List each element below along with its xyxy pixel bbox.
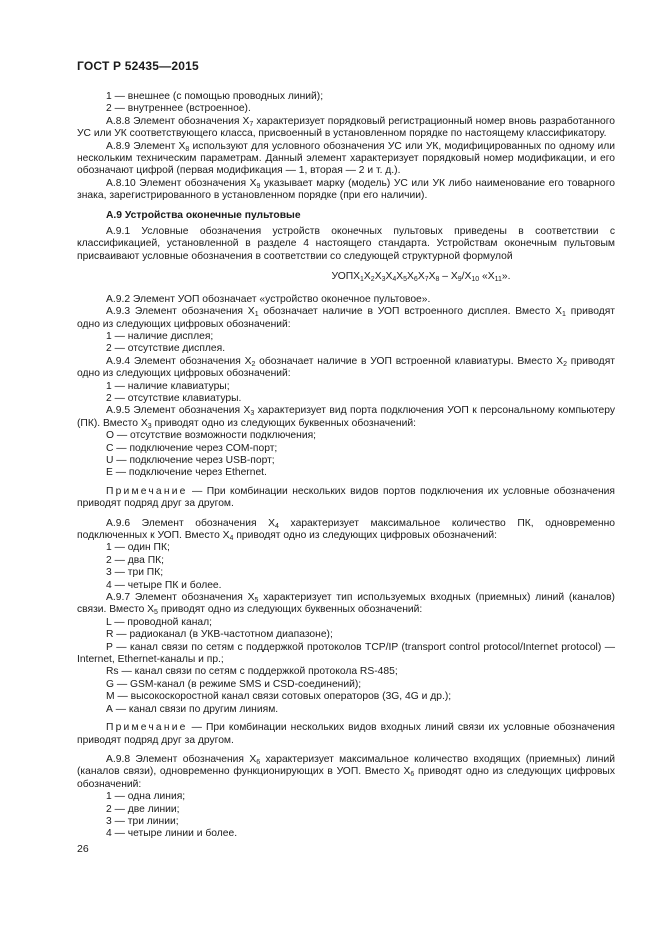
list-item: М — высокоскоростной канал связи сотовых операторов (3G, 4G и др.); xyxy=(106,691,452,703)
paragraph-a-8-9: А.8.9 Элемент $Х_8$ используют для условного обозначения УС или УК, модифицированных по одному или нескольким техническим параметрам. Данный элемент характеризует порядковый номер модификации, и его обозначают цифрой (первая модификация — 1, вторая — 2 и т. д.). xyxy=(77,140,615,177)
list-item: 4 — четыре ПК и более. xyxy=(106,579,222,591)
list-item: 1 — наличие клавиатуры; xyxy=(106,380,230,392)
list-item: Е — подключение через Ethernet. xyxy=(106,467,267,479)
section-heading-a-9: А.9 Устройства оконечные пультовые xyxy=(106,209,301,221)
paragraph-a-8-8: А.8.8 Элемент обозначения $Х_7$ характеризует порядковый регистрационный номер вновь разработанного УС или УК соответствующего класса, присвоенный в установленном порядке по настоящему классификатору. xyxy=(77,115,615,140)
paragraph-a-9-3: А.9.3 Элемент обозначения $Х_1$ обозначает наличие в УОП встроенного дисплея. Вместо $Х_1$ приводят одно из следующих цифровых обозначений: xyxy=(77,306,615,330)
list-item: 4 — четыре линии и более. xyxy=(106,828,238,840)
paragraph-a-9-6: А.9.6 Элемент обозначения $Х_4$ характеризует максимальное количество ПК, одновременно подключенных к УОП. Вместо $Х_4$ приводят одно из следующих цифровых обозначений: xyxy=(77,517,615,542)
list-item: 3 — три линии; xyxy=(106,815,179,827)
document-body xyxy=(77,91,615,841)
list-item: 3 — три ПК; xyxy=(106,567,164,579)
list-item: 1 — наличие дисплея; xyxy=(106,330,214,342)
paragraph-a-9-1: А.9.1 Условные обозначения устройств оконечных пультовых приведены в соответствии с классификацией, установленной в разделе 4 настоящего стандарта. Устройствам оконечным пультовым присваивают условные обозначения в соответствии со следующей структурной формулой xyxy=(77,226,615,262)
list-item: О — отсутствие возможности подключения; xyxy=(106,430,317,442)
list-item: 2 — отсутствие дисплея. xyxy=(106,343,226,355)
paragraph-a-9-8: А.9.8 Элемент обозначения $Х_6$ характеризует максимальное количество входящих (приемных) линий (каналов связи), одновременно функционирующих в УОП. Вместо $Х_6$ приводят одно из следующих цифровых обозначений: xyxy=(77,753,615,790)
list-item: 2 — внутреннее (встроенное). xyxy=(106,103,251,115)
list-item: G — GSM-канал (в режиме SMS и CSD-соединений); xyxy=(106,678,362,690)
page-number: 26 xyxy=(77,843,89,855)
list-item: 2 — отсутствие клавиатуры. xyxy=(106,392,242,404)
list-item: L — проводной канал; xyxy=(106,616,213,628)
list-item: 1 — один ПК; xyxy=(106,542,170,554)
list-item: 1 — внешнее (с помощью проводных линий); xyxy=(106,91,324,102)
list-item: С — подключение через СОМ-порт; xyxy=(106,442,278,454)
paragraph-a-9-7: А.9.7 Элемент обозначения $Х_5$ характеризует тип используемых входных (приемных) линий (каналов) связи. Вместо $Х_5$ приводят одно из следующих буквенных обозначений: xyxy=(77,592,615,617)
list-item: R — радиоканал (в УКВ-частотном диапазоне); xyxy=(106,629,333,641)
note-1: Примечание — При комбинации нескольких видов портов подключения их условные обозначения приводят подряд друг за другом. xyxy=(77,485,615,510)
paragraph-a-8-10: А.8.10 Элемент обозначения $Х_9$ указывает марку (модель) УС или УК либо наименование его товарного знака, зарегистрированного в установленном порядке (при его наличии). xyxy=(77,177,615,202)
list-item: Р — канал связи по сетям с поддержкой протоколов TCP/IP (transport control protocol/Internet protocol) — Internet, Ethernet-каналы и пр.; xyxy=(77,641,615,666)
list-item: 1 — одна линия; xyxy=(106,791,186,803)
paragraph-a-9-4: А.9.4 Элемент обозначения $Х_2$ обозначает наличие в УОП встроенной клавиатуры. Вместо $Х_2$ приводят одно из следующих цифровых обозначений: xyxy=(77,355,615,380)
paragraph-a-9-5: А.9.5 Элемент обозначения $Х_3$ характеризует вид порта подключения УОП к персональному компьютеру (ПК). Вместо $Х_3$ приводят одно из следующих буквенных обозначений: xyxy=(77,405,615,430)
list-item: U — подключение через USB-порт; xyxy=(106,454,275,466)
list-item: А — канал связи по другим линиям. xyxy=(106,703,279,715)
note-label: Примечание xyxy=(106,722,188,734)
structural-formula: $УОПХ_1Х_2Х_3Х_4Х_5Х_6Х_7Х_8 - Х_9/Х_{10}$ «$Х_{11}$». xyxy=(331,271,511,284)
list-item: 2 — два ПК; xyxy=(106,554,164,566)
document-header: ГОСТ Р 52435—2015 xyxy=(77,59,199,73)
list-item: 2 — две линии; xyxy=(106,803,180,815)
paragraph-a-9-2: А.9.2 Элемент УОП обозначает «устройство оконечное пультовое». xyxy=(106,293,431,305)
note-2: Примечание — При комбинации нескольких видов входных линий связи их условные обозначения приводят подряд друг за другом. xyxy=(77,722,615,746)
note-label: Примечание xyxy=(106,485,188,497)
list-item: Rs — канал связи по сетям с поддержкой протокола RS-485; xyxy=(106,666,398,678)
